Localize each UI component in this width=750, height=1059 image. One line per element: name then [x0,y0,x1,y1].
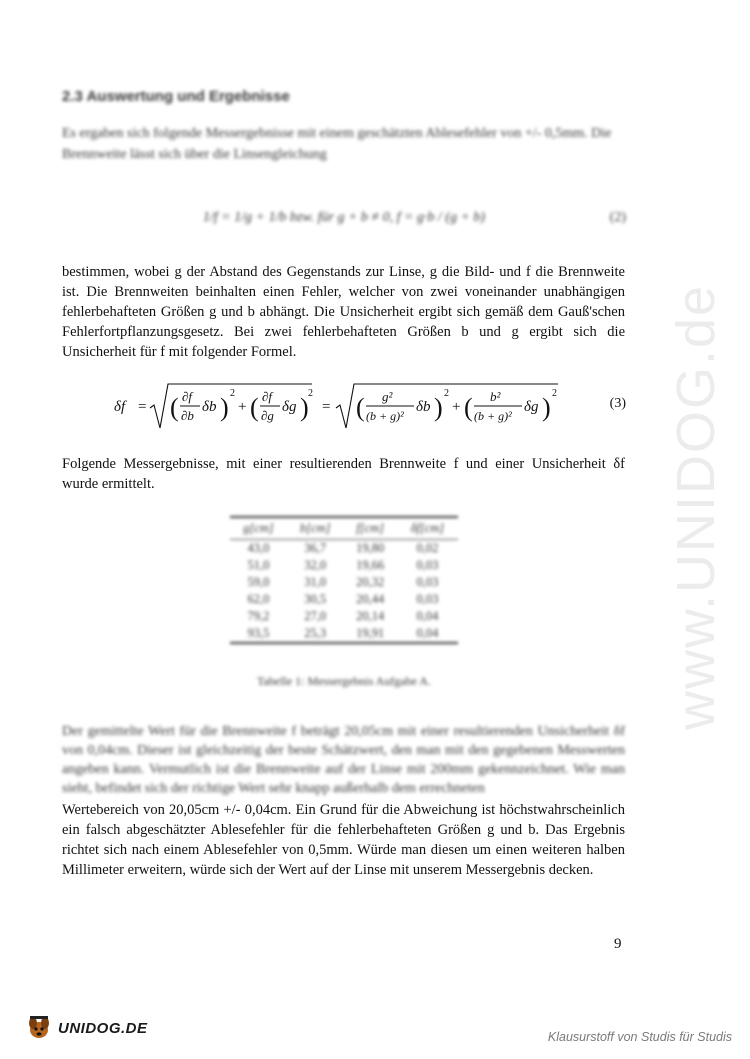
intro-paragraph: Es ergaben sich folgende Messergebnisse mit einem geschätzten Ablesefehler von +/- 0,5mm. Die Brennweite lässt sich über die Linsengleichung [62,126,612,162]
table-cell: 31,0 [304,575,327,589]
watermark: www.UNIDOG.de [666,283,726,730]
equation-3-number: (3) [609,396,626,411]
table-cell: 0,03 [416,575,439,589]
paragraph-conclusion: Wertebereich von 20,05cm +/- 0,04cm. Ein Grund für die Abweichung ist höchstwahrscheinlich ein falsch abgeschätzter Ablesefehler für die fehlerbehafteten Größen g und b. Das Ergebnis richtet sich nach einem Ablesefehler von 0,5mm. Würde man diesen um einen weiteren halben Millimeter erweitern, würde sich der Wert auf der Linse mit unserem Messergebnis decken. [62,802,625,878]
svg-text:δg: δg [282,399,297,415]
table-cell: 20,44 [356,592,385,606]
table-cell: 0,02 [416,541,439,555]
table-row [230,574,458,591]
table-cell: 19,80 [356,541,385,555]
table-header: b[cm] [287,517,344,540]
table-cell: 93,5 [230,625,287,643]
table-cell: 20,32 [356,575,385,589]
svg-text:+: + [452,399,461,415]
svg-text:∂g: ∂g [261,408,274,423]
svg-text:∂b: ∂b [181,408,194,423]
equation-2-formula: 1/f = 1/g + 1/b bzw. für g + b ≠ 0, f = g·b / (g + b) [202,210,486,225]
table-cell: 0,03 [416,558,439,572]
footer-tagline: Klausurstoff von Studis für Studis [547,1030,732,1044]
table-cell: 20,14 [356,609,385,623]
table-cell: 19,66 [356,558,385,572]
svg-text:2: 2 [308,388,313,399]
svg-text:g²: g² [382,389,393,404]
table-cell: 0,04 [416,609,439,623]
equation-3-lhs: δf [114,399,126,415]
svg-text:(: ( [170,393,179,422]
svg-text:2: 2 [444,388,449,399]
table-row [230,540,458,558]
svg-text:δb: δb [416,399,431,415]
paragraph-lens-explanation: bestimmen, wobei g der Abstand des Gegenstands zur Linse, g die Bild- und f die Brennweite ist. Die Brennweiten beinhalten einen Fehler, welcher von zwei voneinander unabhängigen fehlerbehafteten Größen g und b abhängt. Die Unsicherheit ergibt sich gemäß dem Gauß'schen Fehlerfortpflanzungsgesetz. Bei zwei fehlerbehafteten Größen b und g ergibt sich die Unsicherheit für f mit folgender Formel. [62,264,625,360]
svg-text:): ) [220,393,229,422]
paragraph-results-intro: Folgende Messergebnisse, mit einer resultierenden Brennweite f und einer Unsicherheit δf wurde ermittelt. [62,456,625,492]
table-cell: 43,0 [247,541,270,555]
svg-text:): ) [300,393,309,422]
table-cell: 19,91 [344,625,397,643]
svg-text:∂f: ∂f [182,389,193,404]
equation-2 [62,200,626,240]
table-cell: 51,0 [247,558,270,572]
table-caption: Tabelle 1: Messergebnis Aufgabe A. [257,674,431,688]
svg-text:(: ( [250,393,259,422]
table-row [230,591,458,608]
svg-text:): ) [434,393,443,422]
table-cell: 25,3 [287,625,344,643]
table-row [230,608,458,625]
table-cell: 0,04 [397,625,458,643]
svg-text:2: 2 [552,388,557,399]
table-cell: 59,0 [247,575,270,589]
page-number: 9 [614,936,622,952]
table-cell: 62,0 [247,592,270,606]
table-header-row [230,517,458,540]
svg-text:(: ( [464,393,473,422]
table-cell: 79,2 [247,609,270,623]
logo-text: UNIDOG.DE [58,1019,148,1037]
table-row [230,557,458,574]
svg-text:+: + [238,399,247,415]
table-header: f[cm] [344,517,397,540]
paragraph-mean-value: Der gemittelte Wert für die Brennweite f beträgt 20,05cm mit einer resultierenden Unsicherheit δf von 0,04cm. Dieser ist gleichzeitig der beste Schätzwert, den man mit den gegebenen Messwerten angeben kann. Vermutlich ist die Brennweite auf der Linse mit 200mm gekennzeichnet. Wie man sieht, befindet sich der richtige Wert sehr knapp außerhalb dem errechneten [62,724,625,796]
table-header: g[cm] [230,517,287,540]
table-cell: 32,0 [304,558,327,572]
table-cell: 0,03 [416,592,439,606]
svg-text:=: = [138,399,147,415]
error-propagation-formula [114,378,574,434]
svg-text:): ) [542,393,551,422]
section-heading: 2.3 Auswertung und Ergebnisse [62,88,290,105]
svg-text:=: = [322,399,331,415]
svg-text:(b + g)²: (b + g)² [474,409,512,423]
svg-text:(b + g)²: (b + g)² [366,409,404,423]
table-cell: 27,0 [304,609,327,623]
table-header: δf[cm] [397,517,458,540]
equation-3 [62,372,626,432]
svg-text:2: 2 [230,388,235,399]
table-cell: 36,7 [304,541,327,555]
svg-text:δb: δb [202,399,217,415]
svg-text:∂f: ∂f [262,389,273,404]
svg-text:δg: δg [524,399,539,415]
unidog-logo[interactable] [24,1010,148,1046]
equation-3-formula [62,378,626,439]
results-table [230,516,458,644]
svg-text:b²: b² [490,389,501,404]
dog-mascot-icon [24,1013,54,1043]
equation-2-number: (2) [609,210,626,225]
svg-text:(: ( [356,393,365,422]
table-cell: 30,5 [304,592,327,606]
table-row [230,625,458,643]
